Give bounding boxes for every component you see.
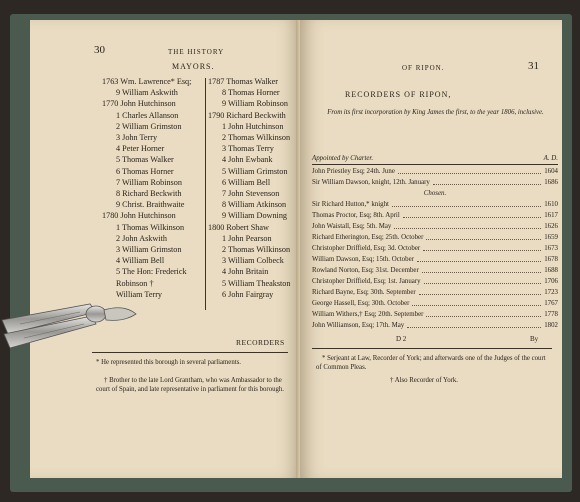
right-catchword: By bbox=[530, 335, 539, 343]
recorder-name: John Williamson, Esq; 17th. May bbox=[312, 322, 405, 329]
mayor-entry: 2 William Grimston bbox=[116, 121, 182, 131]
page-signature: D 2 bbox=[396, 335, 407, 343]
mayor-entry: 4 Peter Horner bbox=[116, 144, 165, 154]
leader-dots bbox=[433, 177, 541, 185]
recorder-year: 1678 bbox=[544, 256, 558, 263]
mayor-entry: 4 William Bell bbox=[116, 256, 165, 266]
mayor-entry: 5 Thomas Walker bbox=[116, 155, 174, 165]
recorder-name: John Priestley Esq; 24th. June bbox=[312, 168, 395, 175]
recorder-row bbox=[312, 199, 558, 210]
recorder-year: 1659 bbox=[544, 234, 558, 241]
mayor-entry: 6 William Bell bbox=[222, 177, 271, 187]
table-header bbox=[312, 153, 558, 165]
mayor-entry: 3 William Colbeck bbox=[222, 256, 284, 266]
right-footnote-2: † Also Recorder of York. bbox=[390, 377, 458, 384]
leader-dots bbox=[423, 243, 541, 251]
mayor-entry: 1763 Wm. Lawrence* Esq; bbox=[102, 77, 192, 86]
mayor-entry: William Terry bbox=[116, 289, 163, 299]
mayor-entry: 8 Richard Beckwith bbox=[116, 189, 182, 199]
left-footnote-2: † Brother to the late Lord Grantham, who was Ambassador to the court of Spain, and late representative in parliament for this borough. bbox=[96, 377, 284, 393]
left-page-number: 30 bbox=[94, 44, 105, 56]
recorders-table bbox=[312, 153, 558, 331]
mayor-entry: 3 Thomas Terry bbox=[222, 144, 274, 154]
mayor-entry: 1770 John Hutchinson bbox=[102, 99, 176, 109]
leader-dots bbox=[422, 265, 541, 273]
left-running-head: THE HISTORY bbox=[168, 48, 225, 56]
mayor-entry: 2 Thomas Wilkinson bbox=[222, 245, 291, 255]
mayor-entry: 2 John Askwith bbox=[116, 233, 167, 243]
mayor-entry: 1 John Hutchinson bbox=[222, 121, 284, 131]
recorder-name: Thomas Proctor, Esq; 8th. April bbox=[312, 212, 400, 219]
leader-dots bbox=[407, 320, 541, 328]
recorder-row bbox=[312, 287, 558, 298]
mayor-entry: 9 Christ. Braithwaite bbox=[116, 200, 185, 210]
mayor-entry: 6 John Fairgray bbox=[222, 289, 274, 299]
recorder-name: George Hassell, Esq; 30th. October bbox=[312, 300, 410, 307]
recorder-name: Richard Etherington, Esq; 25th. October bbox=[312, 234, 424, 241]
mayor-entry: 9 William Askwith bbox=[116, 88, 178, 98]
leader-dots bbox=[419, 287, 541, 295]
charter-rows bbox=[312, 166, 558, 188]
table-head-left: Appointed by Charter. bbox=[312, 155, 374, 162]
mayor-entry: 5 William Theakston bbox=[222, 278, 291, 288]
recorder-name: Sir Richard Hutton,* knight bbox=[312, 201, 389, 208]
recorder-year: 1604 bbox=[544, 168, 558, 175]
mayor-entry: 2 Thomas Wilkinson bbox=[222, 133, 291, 143]
recorder-row bbox=[312, 210, 558, 221]
metal-page-clip bbox=[0, 290, 140, 360]
mayor-entry: 4 John Britain bbox=[222, 267, 269, 277]
leader-dots bbox=[398, 166, 541, 174]
mayors-title: MAYORS. bbox=[172, 62, 215, 71]
leader-dots bbox=[412, 298, 541, 306]
recorder-row bbox=[312, 166, 558, 177]
recorder-year: 1802 bbox=[544, 322, 558, 329]
left-footnote-1: * He represented this borough in several parliaments. bbox=[96, 359, 241, 366]
recorder-year: 1688 bbox=[544, 267, 558, 274]
mayor-entry: 1 Thomas Wilkinson bbox=[116, 222, 185, 232]
recorder-name: Christopher Driffield, Esq; 1st. January bbox=[312, 278, 421, 285]
chosen-label: Chosen. bbox=[423, 190, 447, 197]
recorder-row bbox=[312, 276, 558, 287]
leader-dots bbox=[392, 199, 541, 207]
recorder-name: William Withers,† Esq; 20th. September bbox=[312, 311, 424, 318]
mayor-entry: 8 William Atkinson bbox=[222, 200, 287, 210]
right-page-number: 31 bbox=[528, 60, 539, 72]
recorder-year: 1723 bbox=[544, 289, 558, 296]
mayor-entry: 1787 Thomas Walker bbox=[208, 77, 278, 86]
mayor-entry: 5 William Grimston bbox=[222, 166, 288, 176]
recorder-year: 1626 bbox=[544, 223, 558, 230]
leader-dots bbox=[403, 210, 541, 218]
mayor-entry: 8 Thomas Horner bbox=[222, 88, 280, 98]
leader-dots bbox=[424, 276, 542, 284]
mayor-entry: 1780 John Hutchinson bbox=[102, 211, 176, 221]
mayor-entry: 3 John Terry bbox=[116, 133, 158, 143]
recorder-row bbox=[312, 298, 558, 309]
recorder-year: 1778 bbox=[544, 311, 558, 318]
mayor-entry: 1 Charles Allanson bbox=[116, 110, 179, 120]
recorder-row bbox=[312, 177, 558, 188]
table-head-right: A. D. bbox=[543, 155, 558, 162]
leader-dots bbox=[426, 309, 541, 317]
recorder-name: William Dawson, Esq; 15th. October bbox=[312, 256, 414, 263]
recorder-row bbox=[312, 254, 558, 265]
mayor-entry: 3 William Grimston bbox=[116, 245, 182, 255]
recorder-row bbox=[312, 232, 558, 243]
leader-dots bbox=[394, 221, 541, 229]
recorder-year: 1767 bbox=[544, 300, 558, 307]
mayor-entry: 1790 Richard Beckwith bbox=[208, 110, 286, 120]
mayors-column-1 bbox=[102, 76, 191, 300]
mayor-entry: 9 William Downing bbox=[222, 211, 288, 221]
mayor-entry: 9 William Robinson bbox=[222, 99, 288, 109]
leader-dots bbox=[426, 232, 541, 240]
mayor-entry: 4 John Ewbank bbox=[222, 155, 273, 165]
recorders-title: RECORDERS OF RIPON, bbox=[345, 90, 452, 99]
mayor-entry: 1800 Robert Shaw bbox=[208, 222, 269, 232]
recorder-name: Richard Bayne, Esq; 30th. September bbox=[312, 289, 416, 296]
recorders-subtitle: From its first incorporation by King James the first, to the year 1806, inclusive. bbox=[327, 109, 544, 116]
chosen-rows bbox=[312, 199, 558, 331]
right-running-head: OF RIPON. bbox=[402, 64, 445, 72]
right-footnote-rule bbox=[312, 348, 552, 349]
recorder-row bbox=[312, 243, 558, 254]
leader-dots bbox=[417, 254, 541, 262]
mayor-entry: 6 Thomas Horner bbox=[116, 166, 174, 176]
recorder-row bbox=[312, 265, 558, 276]
recorder-year: 1686 bbox=[544, 179, 558, 186]
recorder-name: Rowland Norton, Esq; 31st. December bbox=[312, 267, 419, 274]
right-footnote-1: * Serjeant at Law, Recorder of York; and afterwards one of the Judges of the court of Common Pleas. bbox=[316, 355, 546, 371]
mayor-entry: Robinson † bbox=[116, 278, 154, 288]
mayor-entry: 1 John Pearson bbox=[222, 233, 272, 243]
recorder-name: Christopher Driffield, Esq; 3d. October bbox=[312, 245, 421, 252]
recorder-row bbox=[312, 221, 558, 232]
recorder-row bbox=[312, 320, 558, 331]
recorder-year: 1617 bbox=[544, 212, 558, 219]
recorder-year: 1673 bbox=[544, 245, 558, 252]
mayor-entry: 7 John Stevenson bbox=[222, 189, 280, 199]
column-divider bbox=[205, 78, 206, 310]
recorder-year: 1706 bbox=[544, 278, 558, 285]
mayor-entry: 7 William Robinson bbox=[116, 177, 182, 187]
recorder-name: Sir William Dawson, knight, 12th. January bbox=[312, 179, 430, 186]
mayor-entry: 5 The Hon: Frederick bbox=[116, 267, 187, 277]
mayors-column-2 bbox=[208, 76, 291, 300]
recorder-year: 1610 bbox=[544, 201, 558, 208]
recorder-row bbox=[312, 309, 558, 320]
left-catchword: RECORDERS bbox=[236, 338, 285, 347]
recorder-name: John Waistall, Esq; 5th. May bbox=[312, 223, 392, 230]
